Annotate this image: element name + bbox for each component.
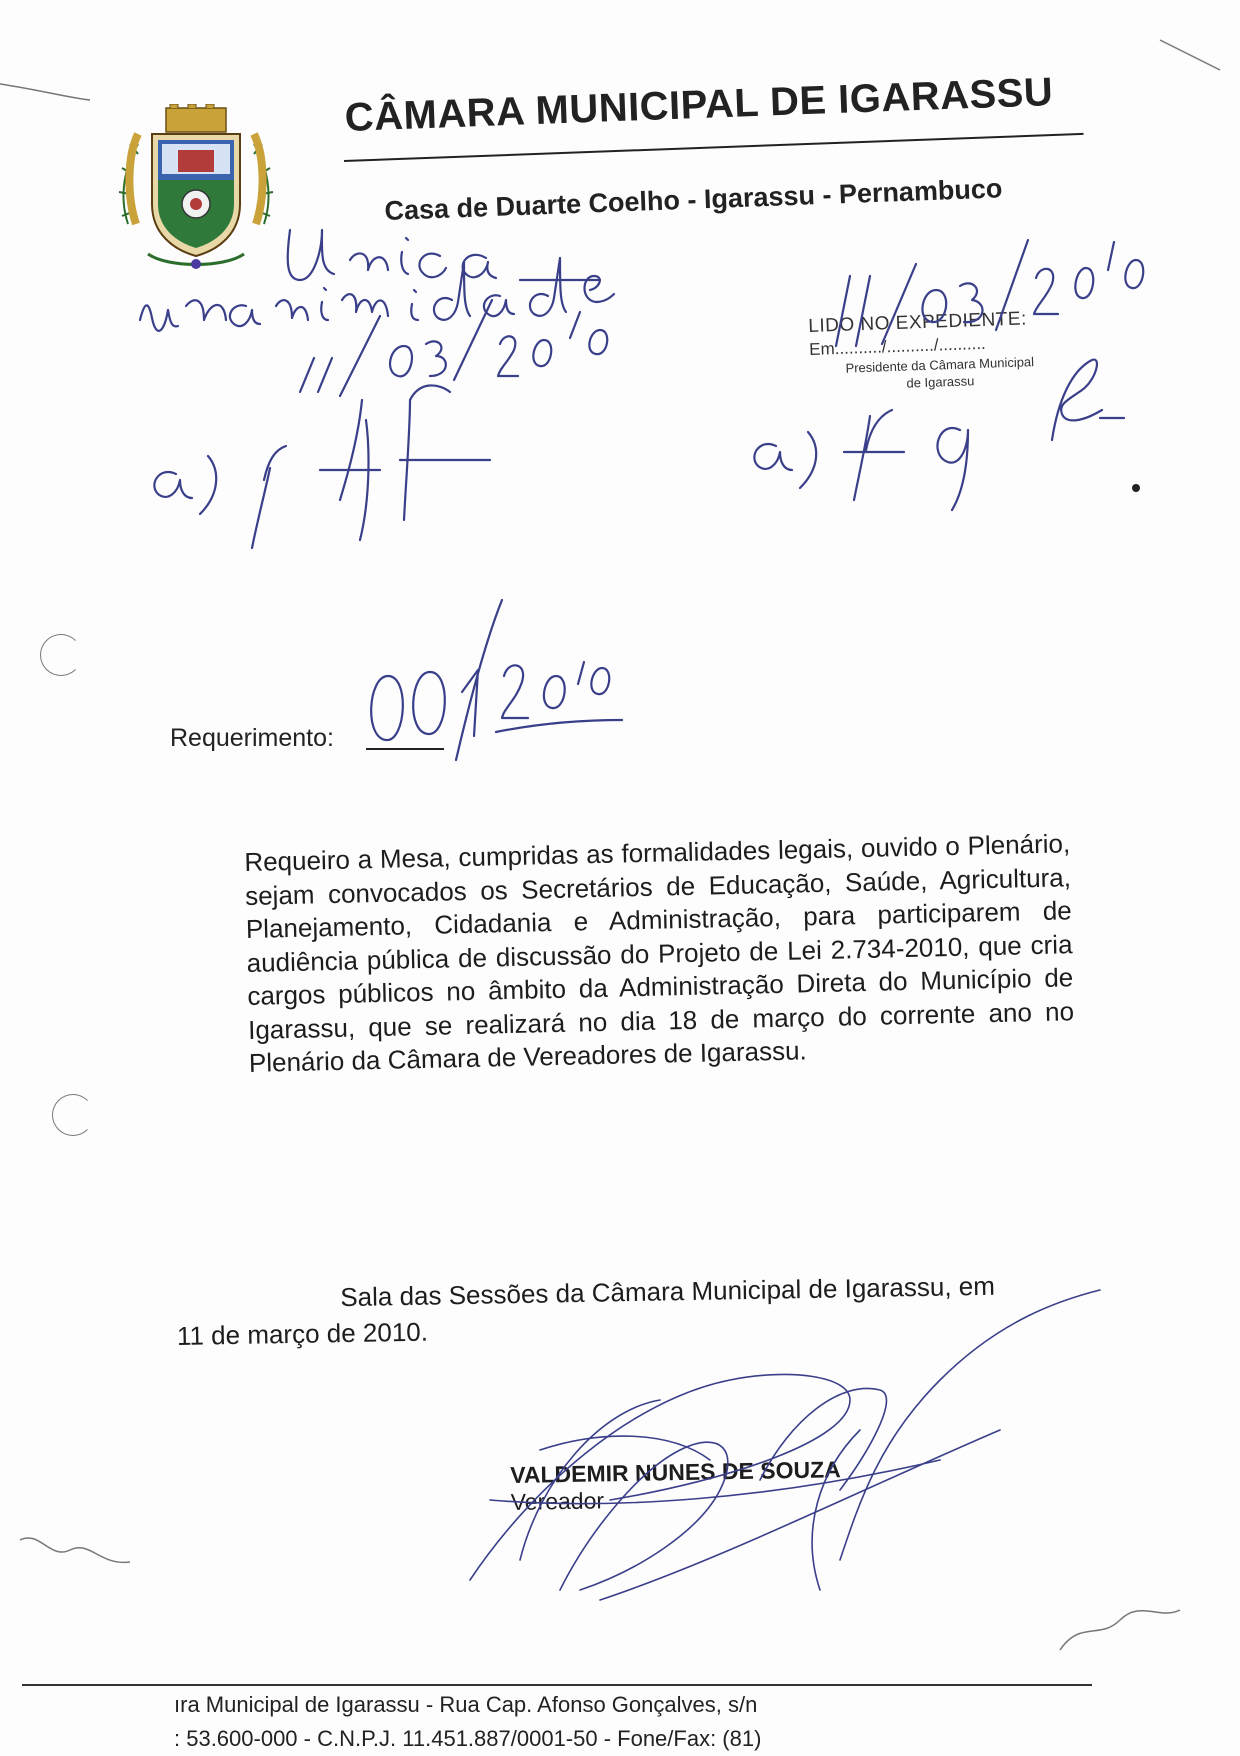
institution-subtitle: Casa de Duarte Coelho - Igarassu - Pernambuco xyxy=(384,173,1003,226)
handwritten-note-unica xyxy=(288,230,496,280)
receipt-stamp xyxy=(808,307,1071,394)
closing-line2: 11 de março de 2010. xyxy=(176,1316,429,1351)
stamp-footer-line2: de Igarassu xyxy=(906,373,975,391)
footer-line2: : 53.600-000 - C.N.P.J. 11.451.887/0001-50 - Fone/Fax: (81) xyxy=(174,1726,762,1751)
handwritten-date-left xyxy=(300,300,607,396)
punch-hole xyxy=(52,1094,94,1136)
handwritten-req-number xyxy=(371,600,622,760)
institution-title: CÂMARA MUNICIPAL DE IGARASSU xyxy=(344,70,1054,140)
punch-hole xyxy=(40,634,82,676)
signer-block xyxy=(510,1456,841,1516)
request-paragraph: Requeiro a Mesa, cumpridas as formalidades legais, ouvido o Plenário, sejam convocados os Secretários de Educação, Saúde, Agricultura, Planejamento, Cidadania e Administração, para participarem de audiência pública de discussão do Projeto de Lei 2.734-2010, que cria cargos públicos no âmbito da Administração Direta do Município de Igarassu, que se realizará no dia 18 de março do corrente ano no Plenário da Câmara de Vereadores de Igarassu. xyxy=(244,828,1075,1078)
title-underline xyxy=(344,133,1084,162)
coat-of-arms-icon xyxy=(118,104,274,274)
closing-block xyxy=(176,1266,1077,1354)
signer-name: VALDEMIR NUNES DE SOUZA xyxy=(510,1456,841,1488)
closing-line1: Sala das Sessões da Câmara Municipal de Igarassu, em xyxy=(340,1270,996,1313)
handwritten-initials-left xyxy=(154,385,490,548)
footer-line1: ıra Municipal de Igarassu - Rua Cap. Afonso Gonçalves, s/n xyxy=(174,1692,758,1717)
requerimento-underline xyxy=(366,748,444,750)
stamp-footer-line1: Presidente da Câmara Municipal xyxy=(845,354,1035,376)
footer-address xyxy=(174,1688,761,1756)
stamp-title: LIDO NO EXPEDIENTE: xyxy=(808,308,1028,337)
footer-divider xyxy=(22,1684,1092,1686)
signer-role: Vereador xyxy=(510,1487,605,1515)
ink-dot xyxy=(1132,484,1140,492)
requerimento-label: Requerimento: xyxy=(170,724,334,752)
stamp-date-line: Em........../........../.......... xyxy=(808,333,987,359)
